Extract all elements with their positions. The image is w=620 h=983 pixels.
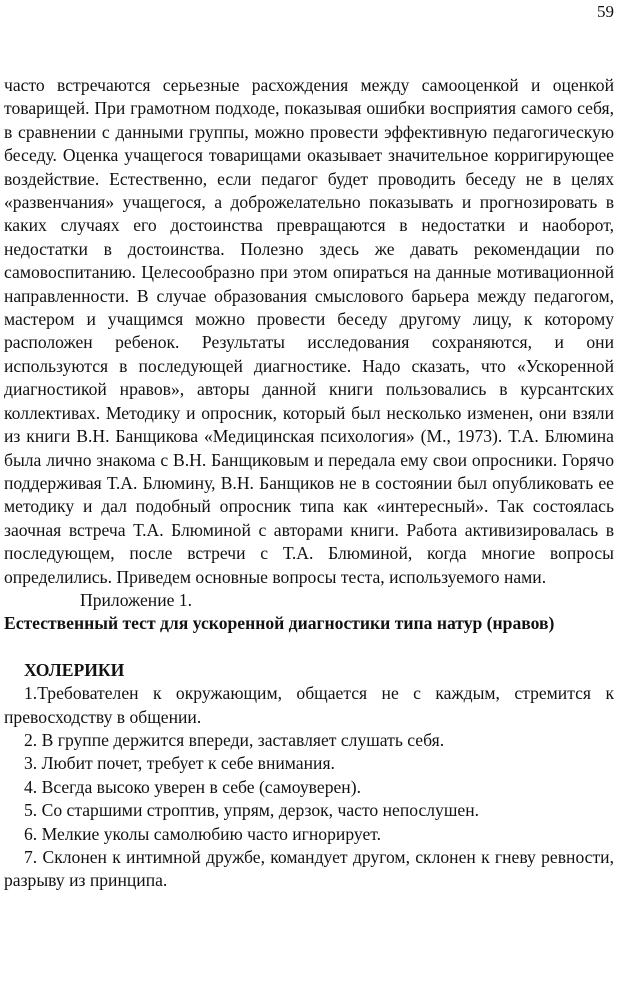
- question-list: [4, 682, 614, 893]
- question-item: 3. Любит почет, требует к себе внимания.: [24, 753, 335, 774]
- page-number: 59: [597, 2, 614, 21]
- question-item: 7. Склонен к интимной дружбе, командует другом, склонен к гневу ревности, разрыву из принципа.: [4, 847, 614, 891]
- question-item: 1.Требователен к окружающим, общается не с каждым, стремится к превосходству в общении.: [4, 683, 614, 727]
- section-heading-cholerics: ХОЛЕРИКИ: [24, 659, 125, 680]
- appendix-label: Приложение 1.: [80, 589, 193, 610]
- question-item: 2. В группе держится впереди, заставляет слушать себя.: [24, 729, 445, 750]
- question-item: 6. Мелкие уколы самолюбию часто игнорирует.: [24, 823, 382, 844]
- body-paragraph: часто встречаются серьезные расхождения между самооценкой и оценкой товарищей. При грамотном подходе, показывая ошибки восприятия самого себя, в сравнении с данными группы, можно провести эффективную педагогическую беседу. Оценка учащегося товарищами оказывает значительное корригирующее воздействие. Естественно, если педагог будет проводить беседу не в целях «развенчания» учащегося, а доброжелательно показывать и прогнозировать в каких случаях его достоинства превращаются в недостатки и наоборот, недостатки в достоинства. Полезно здесь же давать рекомендации по самовоспитанию. Целесообразно при этом опираться на данные мотивационной направленности. В случае образования смыслового барьера между педагогом, мастером и учащимся можно провести беседу другому лицу, к которому расположен ребенок. Результаты исследования сохраняются, и они используются в последующей диагностике. Надо сказать, что «Ускоренной диагностикой нравов», авторы данной книги пользовались в курсантских коллективах. Методику и опросник, который был несколько изменен, они взяли из книги В.Н. Банщикова «Медицинская психология» (М., 1973). Т.А. Блюмина была лично знакома с В.Н. Банщиковым и передала ему свои опросники. Горячо поддерживая Т.А. Блюмину, В.Н. Банщиков не в состоянии был опубликовать ее методику и дал подобный опросник типа как «интересный». Так состоялась заочная встреча Т.А. Блюминой с авторами книги. Работа активизировалась в последующем, после встречи с Т.А. Блюминой, когда многие вопросы определились. Приведем основные вопросы теста, используемого нами.: [4, 75, 614, 587]
- page-body: [4, 74, 614, 893]
- test-title: Естественный тест для ускоренной диагностики типа натур (нравов): [4, 613, 555, 634]
- question-item: 4. Всегда высоко уверен в себе (самоуверен).: [24, 776, 361, 797]
- question-item: 5. Со старшими строптив, упрям, дерзок, часто непослушен.: [24, 800, 480, 821]
